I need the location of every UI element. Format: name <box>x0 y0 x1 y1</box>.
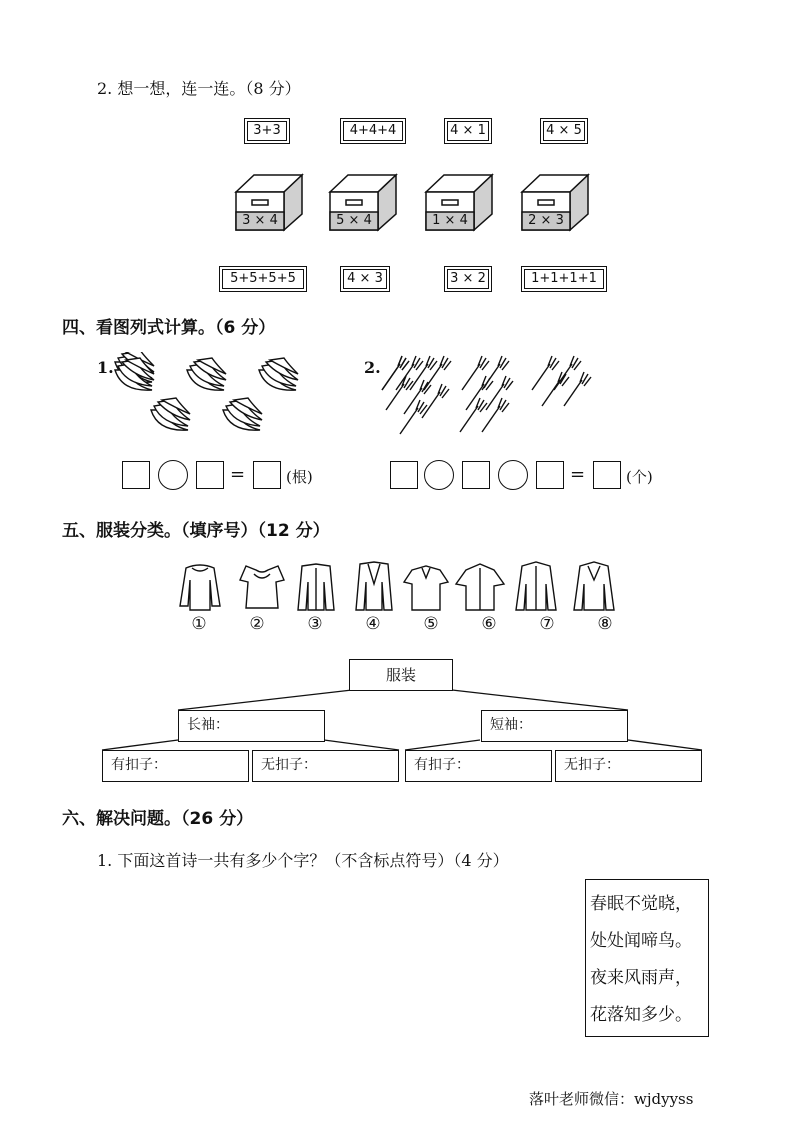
answer-box[interactable] <box>253 461 281 489</box>
category-root: 服装 <box>349 659 453 691</box>
expr-card: 5+5+5+5 <box>219 266 307 292</box>
answer-box[interactable] <box>122 461 150 489</box>
operator-circle[interactable] <box>498 460 528 490</box>
item-number: ② <box>249 614 265 634</box>
category-leaf[interactable]: 有扣子： <box>405 750 552 782</box>
unit-label: (根) <box>286 468 313 486</box>
expr-card: 4+4+4 <box>340 118 406 144</box>
operator-circle[interactable] <box>424 460 454 490</box>
box-label: 5 × 4 <box>336 213 372 228</box>
poem-line: 夜来风雨声， <box>590 968 692 988</box>
question-2-title: 2. 想一想，连一连。（8 分） <box>97 79 301 98</box>
forks-illustration <box>380 354 600 438</box>
problem-6-1: 1. 下面这首诗一共有多少个字？（不含标点符号）（4 分） <box>97 851 509 870</box>
answer-box[interactable] <box>593 461 621 489</box>
category-leaf[interactable]: 无扣子： <box>252 750 399 782</box>
expr-card: 4 × 3 <box>340 266 390 292</box>
operator-circle[interactable] <box>158 460 188 490</box>
item-number: ⑦ <box>539 614 555 634</box>
item-number: ① <box>191 614 207 634</box>
answer-box[interactable] <box>390 461 418 489</box>
problem-2-label: 2. <box>364 358 381 377</box>
expr-card: 3+3 <box>244 118 290 144</box>
box-label: 1 × 4 <box>432 213 468 228</box>
expr-card: 1+1+1+1 <box>521 266 607 292</box>
box-label: 2 × 3 <box>528 213 564 228</box>
poem-box <box>585 879 709 1037</box>
answer-box[interactable] <box>536 461 564 489</box>
category-leaf[interactable]: 有扣子： <box>102 750 249 782</box>
box-label: 3 × 4 <box>242 213 278 228</box>
answer-box[interactable] <box>462 461 490 489</box>
category-long-sleeve[interactable]: 长袖： <box>178 710 325 742</box>
clothing-illustration <box>176 560 636 614</box>
footer-watermark: 落叶老师微信：wjdyyss <box>529 1090 694 1108</box>
section-5-heading: 五、服装分类。（填序号）（12 分） <box>62 521 330 541</box>
expr-card: 3 × 2 <box>444 266 492 292</box>
item-number: ③ <box>307 614 323 634</box>
item-number: ⑤ <box>423 614 439 634</box>
bananas-illustration <box>112 352 312 436</box>
item-number: ⑥ <box>481 614 497 634</box>
item-number: ⑧ <box>597 614 613 634</box>
expr-card: 4 × 5 <box>540 118 588 144</box>
category-short-sleeve[interactable]: 短袖： <box>481 710 628 742</box>
problem-1-label: 1. <box>97 358 114 377</box>
item-number: ④ <box>365 614 381 634</box>
poem-line: 花落知多少。 <box>590 1005 692 1025</box>
unit-label: (个) <box>626 468 653 486</box>
poem-line: 春眠不觉晓， <box>590 894 692 914</box>
equals-sign: = <box>230 464 246 485</box>
category-leaf[interactable]: 无扣子： <box>555 750 702 782</box>
poem-line: 处处闻啼鸟。 <box>590 931 692 951</box>
expr-card: 4 × 1 <box>444 118 492 144</box>
equals-sign: = <box>570 464 586 485</box>
section-6-heading: 六、解决问题。（26 分） <box>62 809 254 829</box>
section-4-heading: 四、看图列式计算。（6 分） <box>62 318 276 338</box>
answer-box[interactable] <box>196 461 224 489</box>
